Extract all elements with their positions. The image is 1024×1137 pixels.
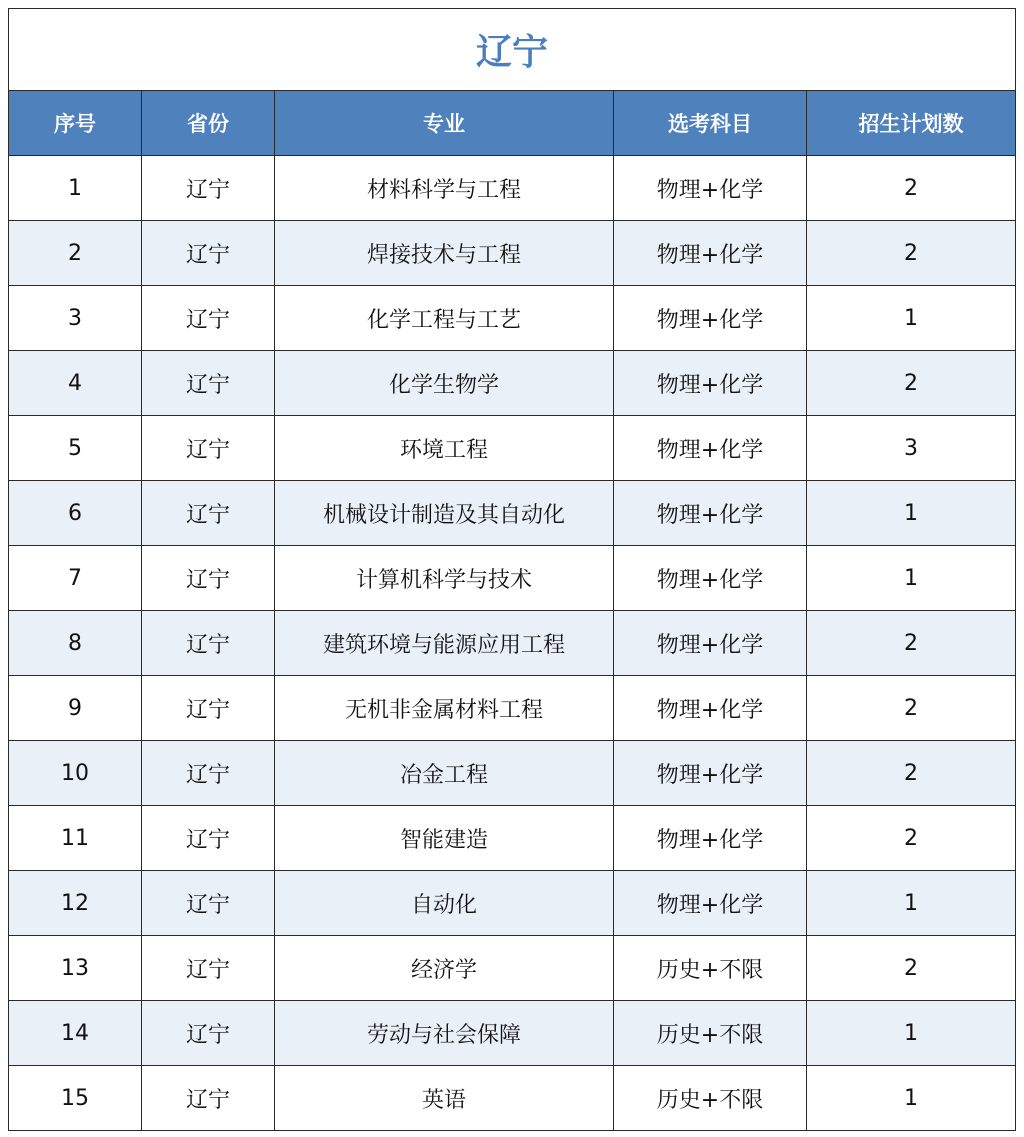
table-row [9,806,1016,871]
cell-major: 化学工程与工艺 [275,286,614,351]
cell-subjects: 物理+化学 [614,611,807,676]
cell-subjects: 物理+化学 [614,871,807,936]
title-row [9,9,1016,91]
cell-index: 3 [9,286,142,351]
cell-province: 辽宁 [142,286,275,351]
cell-index: 10 [9,741,142,806]
table-row [9,871,1016,936]
enrollment-plan-table [8,8,1016,1131]
header-cell-province: 省份 [142,91,275,156]
cell-province: 辽宁 [142,221,275,286]
table-title: 辽宁 [9,9,1016,91]
table-row [9,221,1016,286]
table-row [9,351,1016,416]
header-cell-plan-count: 招生计划数 [807,91,1016,156]
cell-index: 14 [9,1001,142,1066]
cell-major: 焊接技术与工程 [275,221,614,286]
cell-subjects: 历史+不限 [614,1001,807,1066]
cell-subjects: 物理+化学 [614,156,807,221]
cell-subjects: 物理+化学 [614,481,807,546]
cell-major: 化学生物学 [275,351,614,416]
table-row [9,936,1016,1001]
cell-major: 自动化 [275,871,614,936]
cell-index: 15 [9,1066,142,1131]
cell-index: 11 [9,806,142,871]
cell-province: 辽宁 [142,1001,275,1066]
header-row [9,91,1016,156]
cell-province: 辽宁 [142,871,275,936]
cell-index: 13 [9,936,142,1001]
cell-province: 辽宁 [142,416,275,481]
cell-major: 劳动与社会保障 [275,1001,614,1066]
cell-plan-count: 1 [807,286,1016,351]
cell-province: 辽宁 [142,156,275,221]
enrollment-table-sheet [8,8,1015,1131]
cell-plan-count: 2 [807,806,1016,871]
cell-major: 材料科学与工程 [275,156,614,221]
table-row [9,546,1016,611]
cell-province: 辽宁 [142,546,275,611]
table-row [9,676,1016,741]
table-row [9,416,1016,481]
cell-index: 4 [9,351,142,416]
cell-subjects: 物理+化学 [614,676,807,741]
cell-major: 智能建造 [275,806,614,871]
cell-major: 冶金工程 [275,741,614,806]
cell-plan-count: 2 [807,676,1016,741]
cell-index: 9 [9,676,142,741]
table-row [9,741,1016,806]
cell-major: 无机非金属材料工程 [275,676,614,741]
cell-subjects: 物理+化学 [614,741,807,806]
cell-subjects: 物理+化学 [614,806,807,871]
cell-plan-count: 1 [807,481,1016,546]
cell-major: 经济学 [275,936,614,1001]
cell-index: 1 [9,156,142,221]
table-row [9,156,1016,221]
cell-plan-count: 1 [807,1066,1016,1131]
cell-index: 12 [9,871,142,936]
cell-plan-count: 1 [807,546,1016,611]
table-row [9,1066,1016,1131]
cell-plan-count: 2 [807,936,1016,1001]
cell-major: 环境工程 [275,416,614,481]
cell-province: 辽宁 [142,741,275,806]
table-row [9,611,1016,676]
cell-plan-count: 2 [807,741,1016,806]
cell-plan-count: 3 [807,416,1016,481]
cell-province: 辽宁 [142,806,275,871]
cell-province: 辽宁 [142,611,275,676]
cell-major: 英语 [275,1066,614,1131]
cell-plan-count: 2 [807,611,1016,676]
cell-province: 辽宁 [142,351,275,416]
cell-index: 5 [9,416,142,481]
cell-major: 机械设计制造及其自动化 [275,481,614,546]
cell-province: 辽宁 [142,676,275,741]
cell-subjects: 历史+不限 [614,1066,807,1131]
cell-province: 辽宁 [142,1066,275,1131]
cell-plan-count: 1 [807,871,1016,936]
cell-plan-count: 2 [807,351,1016,416]
cell-subjects: 物理+化学 [614,286,807,351]
table-row [9,286,1016,351]
cell-subjects: 物理+化学 [614,221,807,286]
cell-plan-count: 1 [807,1001,1016,1066]
cell-major: 计算机科学与技术 [275,546,614,611]
cell-province: 辽宁 [142,481,275,546]
cell-subjects: 历史+不限 [614,936,807,1001]
table-row [9,481,1016,546]
cell-index: 7 [9,546,142,611]
cell-subjects: 物理+化学 [614,351,807,416]
cell-index: 6 [9,481,142,546]
cell-plan-count: 2 [807,156,1016,221]
header-cell-major: 专业 [275,91,614,156]
cell-subjects: 物理+化学 [614,546,807,611]
table-row [9,1001,1016,1066]
cell-subjects: 物理+化学 [614,416,807,481]
cell-major: 建筑环境与能源应用工程 [275,611,614,676]
cell-plan-count: 2 [807,221,1016,286]
cell-index: 8 [9,611,142,676]
header-cell-subjects: 选考科目 [614,91,807,156]
cell-index: 2 [9,221,142,286]
header-cell-index: 序号 [9,91,142,156]
cell-province: 辽宁 [142,936,275,1001]
